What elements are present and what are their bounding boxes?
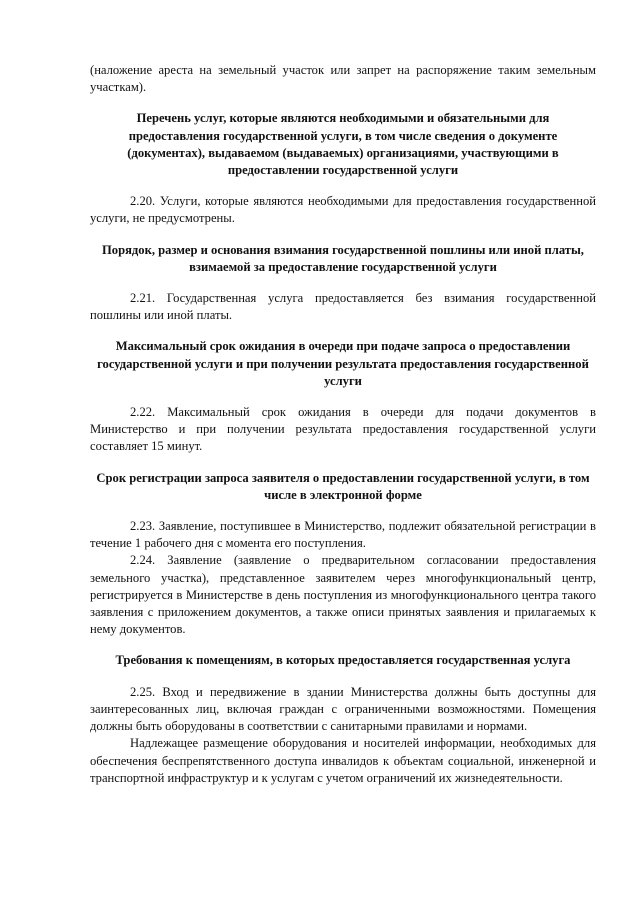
paragraph-2-21: 2.21. Государственная услуга предоставляется без взимания государственной пошлины или иной платы. (90, 291, 596, 323)
paragraph-2-22: 2.22. Максимальный срок ожидания в очереди для подачи документов в Министерство и при получении результата предоставления государственной услуги составляет 15 минут. (90, 405, 596, 454)
section-heading-fee: Порядок, размер и основания взимания государственной пошлины или иной платы, взимаемой за предоставление государственной услуги (102, 242, 584, 274)
paragraph-2-25: 2.25. Вход и передвижение в здании Министерства должны быть доступны для заинтересованных лиц, включая граждан с ограниченными возможностями. Помещения должны быть оборудованы в соответствии с санитарными правилами и нормами. (90, 684, 596, 734)
document-page (90, 62, 596, 787)
section-heading-premises: Требования к помещениям, в которых предоставляется государственная услуга (115, 653, 571, 668)
intro-paragraph: (наложение ареста на земельный участок или запрет на распоряжение таким земельным участкам). (90, 63, 596, 95)
section-heading-waiting-time: Максимальный срок ожидания в очереди при подаче запроса о предоставлении государственной услуги и при получении результата предоставления государственной услуги (97, 339, 589, 388)
paragraph-accessibility: Надлежащее размещение оборудования и носителей информации, необходимых для обеспечения беспрепятственного доступа инвалидов к объектам социальной, инженерной и транспортной инфраструктур и к услугам с учетом ограничений их жизнедеятельности. (90, 736, 596, 785)
paragraph-2-24: 2.24. Заявление (заявление о предварительном согласовании предоставления земельного участка), представленное заявителем через многофункциональный центр, регистрируется в Министерстве в день поступления из многофункционального центра такого заявления с приложением документов, а также описи принятых заявления и прилагаемых к нему документов. (90, 553, 596, 637)
paragraph-2-23: 2.23. Заявление, поступившее в Министерство, подлежит обязательной регистрации в течение 1 рабочего дня с момента его поступления. (90, 519, 596, 551)
section-heading-services: Перечень услуг, которые являются необходимыми и обязательными для предоставления государственной услуги, в том числе сведения о документе (документах), выдаваемом (выдаваемых) организациями, участвующими в предоставлении государственной услуги (127, 111, 559, 178)
section-heading-registration: Срок регистрации запроса заявителя о предоставлении государственной услуги, в том числе в электронной форме (96, 470, 590, 502)
paragraph-2-20: 2.20. Услуги, которые являются необходимыми для предоставления государственной услуги, не предусмотрены. (90, 194, 596, 226)
